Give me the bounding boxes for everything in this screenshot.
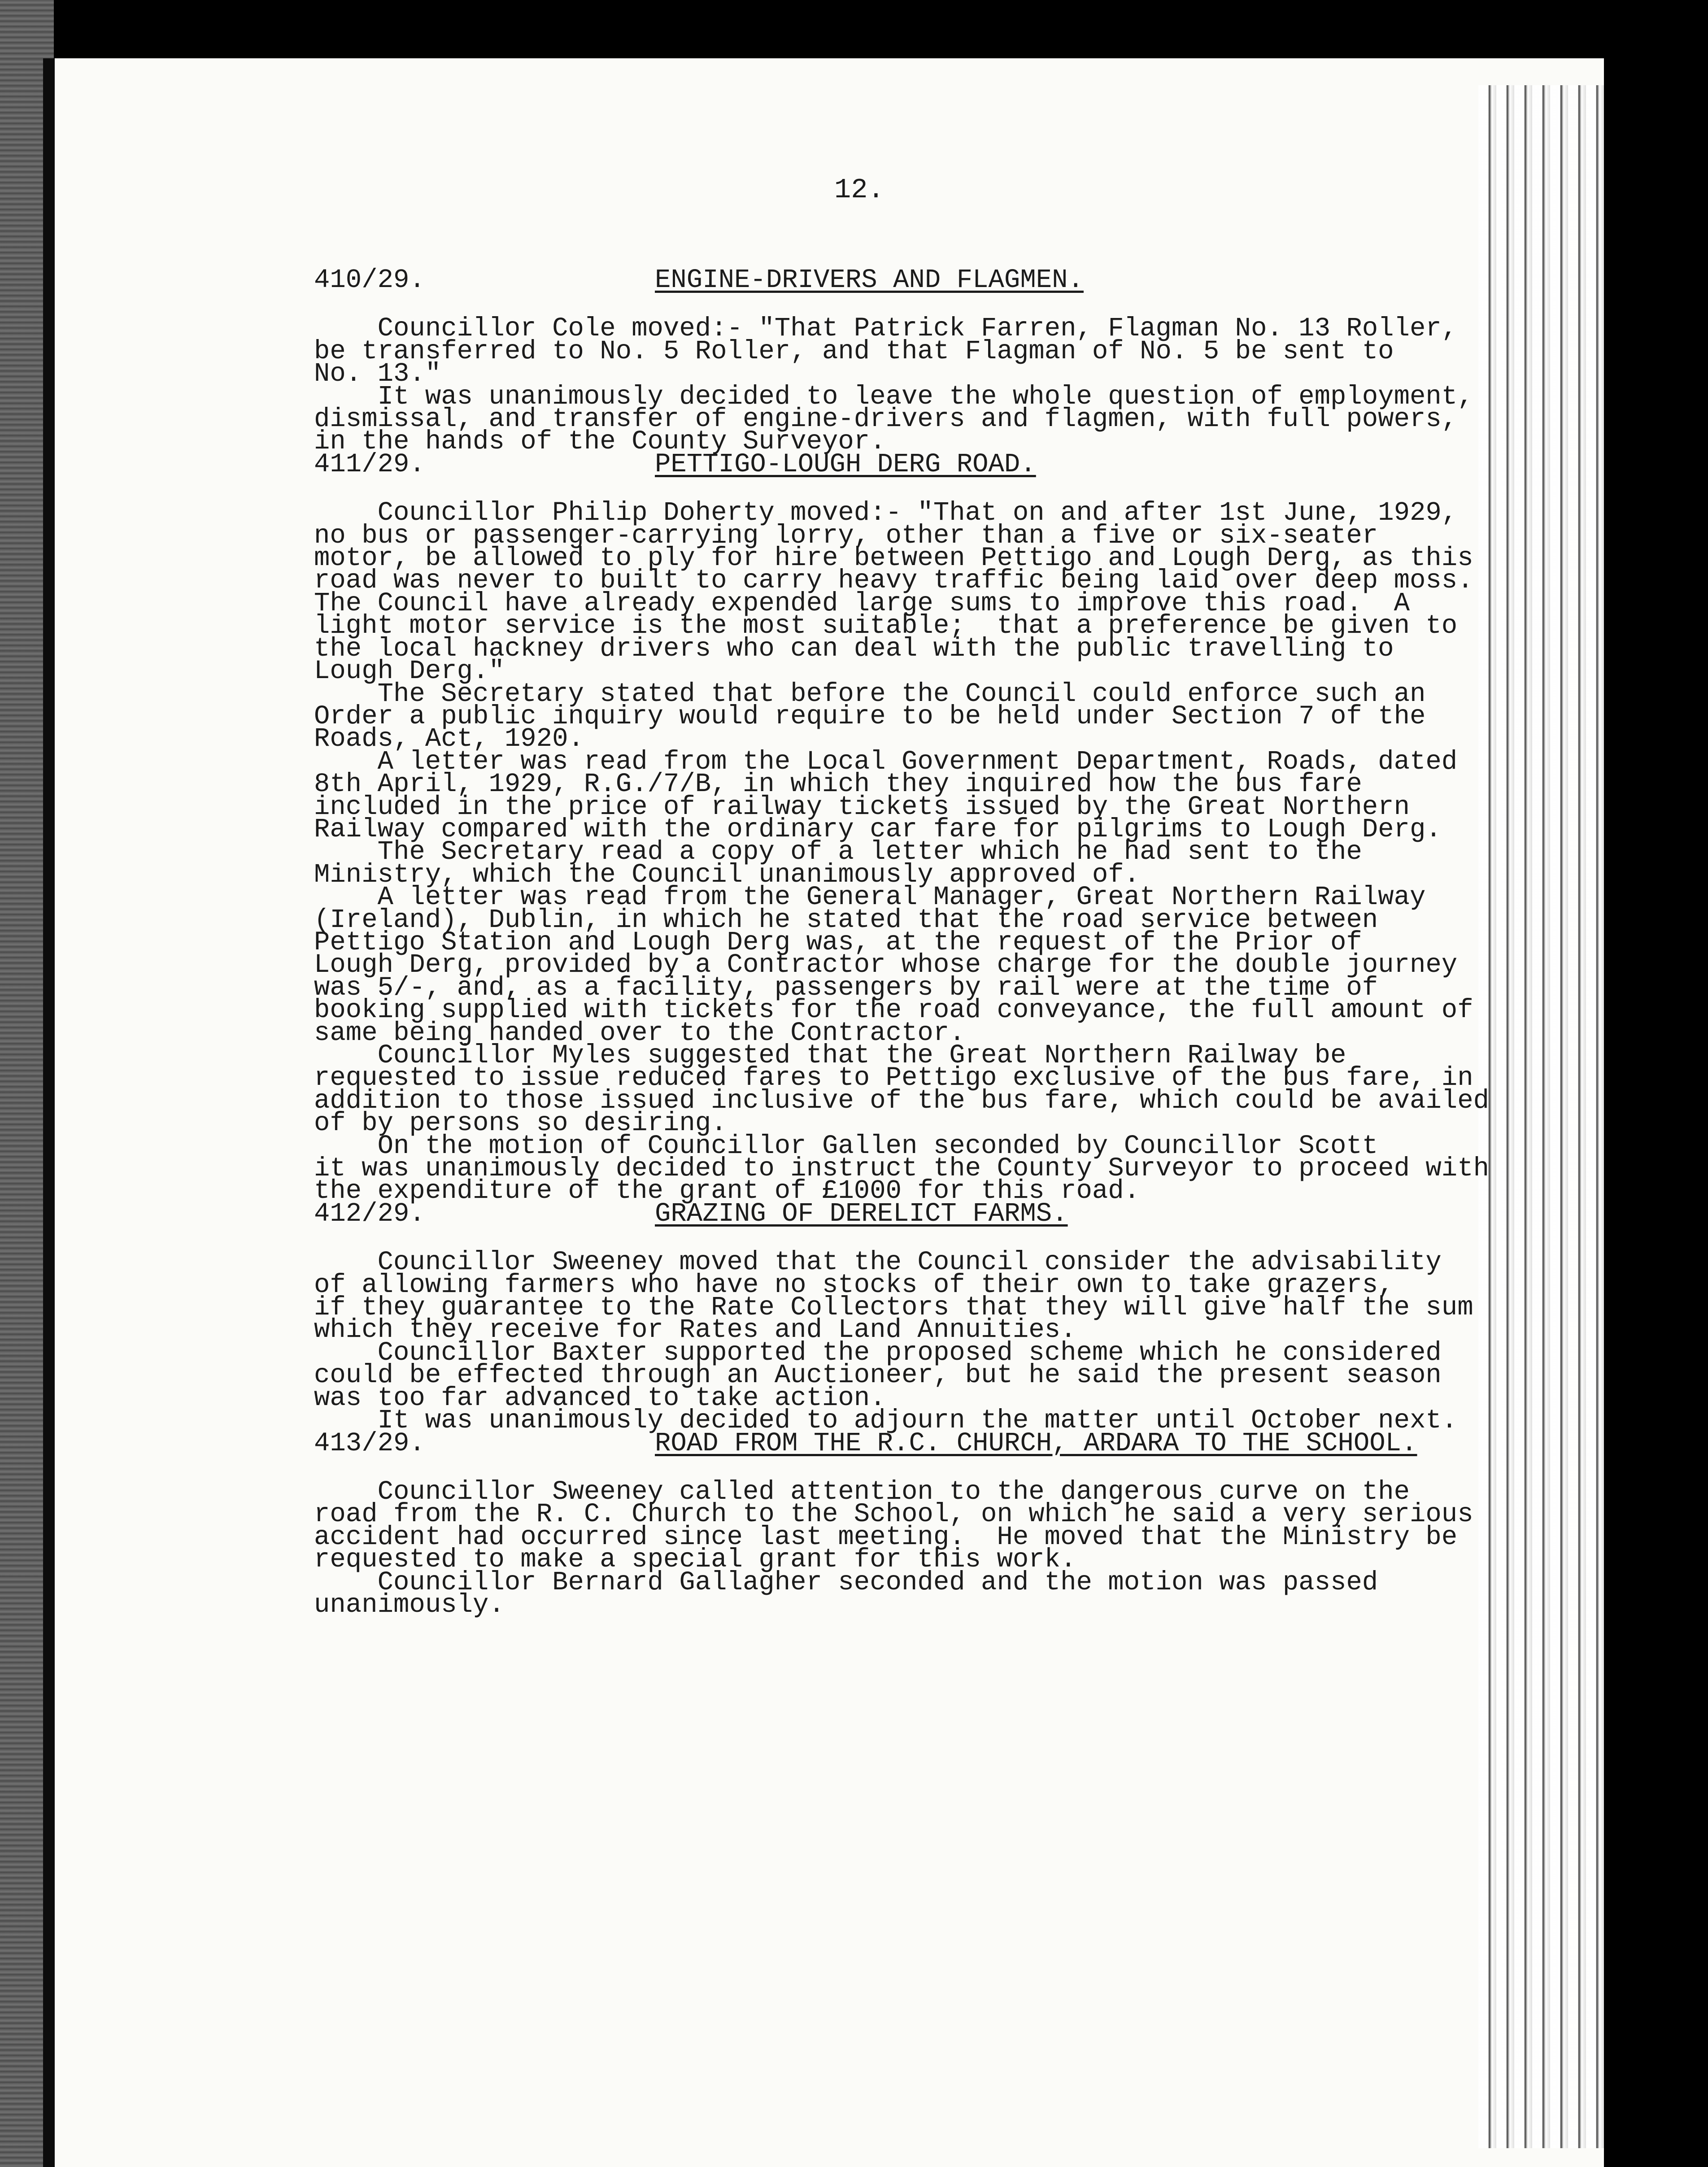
item-number: 413/29. <box>314 1428 425 1458</box>
minute-item-413 <box>314 1428 1556 1620</box>
paragraph: Councillor Sweeney moved that the Council consider the advisability of allowing farmers who have no stocks of their own to take grazers, if they guarantee to the Rate Collectors that they will give half the sum which they receive for Rates and Land Annuities. <box>314 1247 1473 1345</box>
item-title: ENGINE-DRIVERS AND FLAGMEN. <box>655 265 1084 295</box>
paragraph: It was unanimously decided to leave the whole question of employment, dismissal, and transfer of engine-drivers and flagmen, with full powers, in the hands of the County Surveyor. <box>314 381 1473 457</box>
paragraph: The Secretary read a copy of a letter which he had sent to the Ministry, which the Council unanimously approved of. <box>314 837 1362 890</box>
item-heading <box>314 1428 1556 1458</box>
item-title: GRAZING OF DERELICT FARMS. <box>655 1198 1068 1229</box>
paragraph: It was unanimously decided to adjourn the matter until October next. <box>314 1406 1458 1436</box>
item-number: 410/29. <box>314 265 425 295</box>
item-title: ROAD FROM THE R.C. CHURCH, ARDARA TO THE SCHOOL. <box>655 1428 1417 1458</box>
paragraph: Councillor Sweeney called attention to the dangerous curve on the road from the R. C. Church to the School, on which he said a very serious accident had occurred since last meeting. He moved that the Ministry be requested to make a special grant for this work. <box>314 1476 1473 1575</box>
paragraph: A letter was read from the General Manager, Great Northern Railway (Ireland), Dublin, in which he stated that the road service between Pettigo Station and Lough Derg was, at the request of the Prior of Lough Derg, provided by a Contractor whose charge for the double journey was 5/-, and, as a facility, passengers by rail were at the time of booking supplied with tickets for the road conveyance, the full amount of same being handed over to the Contractor. <box>314 882 1473 1048</box>
minute-item-411 <box>314 449 1556 1206</box>
item-heading <box>314 449 1556 479</box>
binding-spine <box>43 58 55 2167</box>
paragraph: Councillor Philip Doherty moved:- "That on and after 1st June, 1929, no bus or passenger-carrying lorry, other than a five or six-seater motor, be allowed to ply for hire between Pettigo and Lough Derg, as this road was never to built to carry heavy traffic being laid over deep moss. The Council have already expended large sums to improve this road. A light motor service is the most suitable; that a preference be given to the local hackney drivers who can deal with the public travelling to Lough Derg." <box>314 498 1473 687</box>
minutes-text <box>314 265 1556 1620</box>
paragraph: On the motion of Councillor Gallen seconded by Councillor Scott it was unanimously decided to instruct the County Surveyor to proceed with the expenditure of the grant of £1000 for this road. <box>314 1131 1490 1206</box>
paragraph: A letter was read from the Local Government Department, Roads, dated 8th April, 1929, R.G./7/B, in which they inquired how the bus fare included in the price of railway tickets issued by the Great Northern Railway compared with the ordinary car fare for pilgrims to Lough Derg. <box>314 746 1458 844</box>
item-heading <box>314 1198 1556 1229</box>
item-number: 411/29. <box>314 449 425 479</box>
minute-item-410 <box>314 265 1556 457</box>
page-number: 12. <box>834 174 884 206</box>
paragraph: Councillor Bernard Gallagher seconded and the motion was passed unanimously. <box>314 1567 1378 1620</box>
paragraph: Councillor Myles suggested that the Great Northern Railway be requested to issue reduced fares to Pettigo exclusive of the bus fare, in addition to those issued inclusive of the bus fare, which could be availed of by persons so desiring. <box>314 1040 1490 1139</box>
item-number: 412/29. <box>314 1198 425 1229</box>
minute-item-412 <box>314 1198 1556 1436</box>
paragraph: Councillor Baxter supported the proposed scheme which he considered could be effected through an Auctioneer, but he said the present season was too far advanced to take action. <box>314 1337 1442 1413</box>
paragraph: The Secretary stated that before the Council could enforce such an Order a public inquiry would require to be held under Section 7 of the Roads, Act, 1920. <box>314 679 1426 754</box>
item-heading <box>314 265 1556 295</box>
paragraph: Councillor Cole moved:- "That Patrick Farren, Flagman No. 13 Roller, be transferred to No. 5 Roller, and that Flagman of No. 5 be sent to No. 13." <box>314 313 1458 389</box>
item-title: PETTIGO-LOUGH DERG ROAD. <box>655 449 1036 479</box>
